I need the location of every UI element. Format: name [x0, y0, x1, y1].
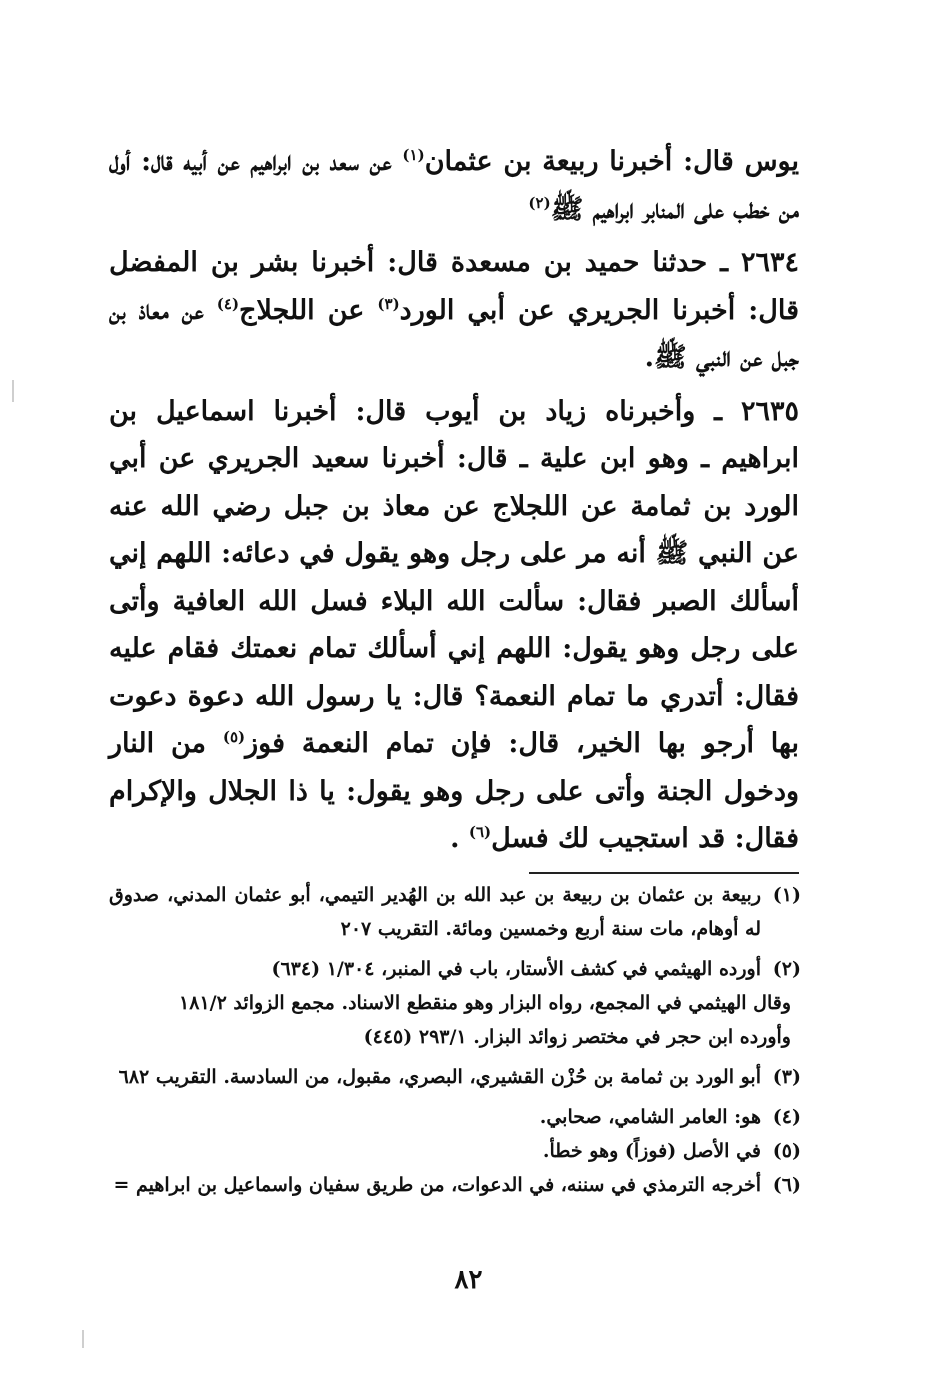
text-segment: من النار ودخول الجنة وأتى على رجل وهو يقول: يا ذا الجلال والإكرام فقال: قد استجيب لك فسل	[109, 728, 799, 854]
footnote-number: (٦)	[772, 1174, 801, 1196]
footnote-ref: (٣)	[377, 294, 400, 313]
text-segment: .	[450, 823, 469, 854]
footnote-text: أبو الورد بن ثمامة بن حُزْن القشيري، البصري، مقبول، من السادسة. التقريب ٦٨٢	[118, 1066, 761, 1088]
footnote-4	[109, 1100, 799, 1134]
footnote-text: أخرجه الترمذي في سننه، في الدعوات، من طريق سفيان واسماعيل بن ابراهيم =	[113, 1174, 761, 1196]
footnote-2-continuation	[109, 986, 799, 1020]
footnote-2-continuation	[109, 1020, 799, 1054]
footnote-text: في الأصل (فوزاً) وهو خطأ.	[542, 1140, 761, 1162]
footnote-number: (٢)	[772, 958, 801, 980]
footnote-ref: (٢)	[528, 193, 551, 212]
hadith-entry-2634	[109, 239, 799, 382]
scan-edge-mark	[12, 380, 14, 402]
hadith-text	[109, 388, 799, 863]
footnote-5	[109, 1134, 799, 1168]
footnote-number: (١)	[772, 884, 801, 906]
footnote-ref: (٦)	[468, 823, 492, 841]
text-segment: يوس قال: أخبرنا ربيعة بن عثمان	[424, 146, 800, 177]
footnote-6	[109, 1168, 799, 1202]
footnote-ref: (٤)	[216, 294, 240, 313]
text-segment: وأخبرناه زياد بن أيوب قال: أخبرنا اسماعيل بن ابراهيم ـ وهو ابن علية ـ قال: أخبرنا سعيد الجريري عن أبي الورد بن ثمامة عن اللجلاج عن معاذ بن جبل رضي الله عنه عن النبي ﷺ أنه مر على رجل وهو يقول في دعائه: اللهم إني أسألك الصبر فقال: سألت الله البلاء فسل الله العافية وأتى على رجل وهو يقول: اللهم إني أسألك تمام نعمتك فقام عليه فقال: أتدري ما تمام النعمة؟ قال: يا رسول الله دعوة دعوت بها أرجو بها الخير، قال: فإن تمام النعمة فوز	[109, 395, 799, 759]
footnote-ref: (٥)	[222, 728, 246, 746]
footnote-text: وقال الهيثمي في المجمع، رواه البزار وهو منقطع الاسناد. مجمع الزوائد ١٨١/٢	[179, 992, 791, 1014]
footnote-ref: (١)	[402, 146, 425, 164]
footnotes	[109, 878, 799, 1202]
hadith-number: ٢٦٣٥ ـ	[714, 395, 799, 427]
footnote-separator	[529, 872, 799, 874]
footnote-number: (٥)	[772, 1140, 801, 1162]
text-segment: عن معاذ بن جبل عن النبي ﷺ.	[109, 294, 799, 373]
footnote-number: (٣)	[772, 1066, 801, 1088]
scan-edge-mark	[82, 1330, 84, 1348]
text-segment: حدثنا حميد بن مسعدة قال: أخبرنا بشر بن المفضل قال: أخبرنا الجريري عن أبي الورد	[109, 247, 799, 326]
footnote-text: وأورده ابن حجر في مختصر زوائد البزار. ٢٩٣/١ (٤٤٥)	[363, 1026, 791, 1048]
footnote-3	[109, 1060, 799, 1094]
footnote-1	[109, 878, 799, 946]
footnote-number: (٤)	[772, 1106, 801, 1128]
page-number: ٨٢	[454, 1265, 483, 1295]
footnote-text: هو: العامر الشامي، صحابي.	[539, 1106, 761, 1128]
main-text	[109, 138, 799, 863]
footnote-2	[109, 952, 799, 986]
hadith-entry-2635	[109, 388, 799, 863]
hadith-text	[109, 239, 799, 382]
text-segment: عن سعد بن ابراهيم عن أبيه قال: أول من خطب على المنابر ابراهيم ﷺ	[109, 146, 799, 225]
hadith-number: ٢٦٣٤ ـ	[720, 247, 799, 278]
text-segment: عن اللجلاج	[239, 294, 378, 326]
footnote-text: ربيعة بن عثمان بن ربيعة بن عبد الله بن الهُدير التيمي، أبو عثمان المدني، صدوق له أوهام، مات سنة أربع وخمسين ومائة. التقريب ٢٠٧	[109, 884, 761, 940]
footnote-text: أورده الهيثمي في كشف الأستار، باب في المنبر، ١/٣٠٤ (٦٣٤)	[271, 958, 761, 980]
continuation-paragraph	[109, 138, 799, 233]
